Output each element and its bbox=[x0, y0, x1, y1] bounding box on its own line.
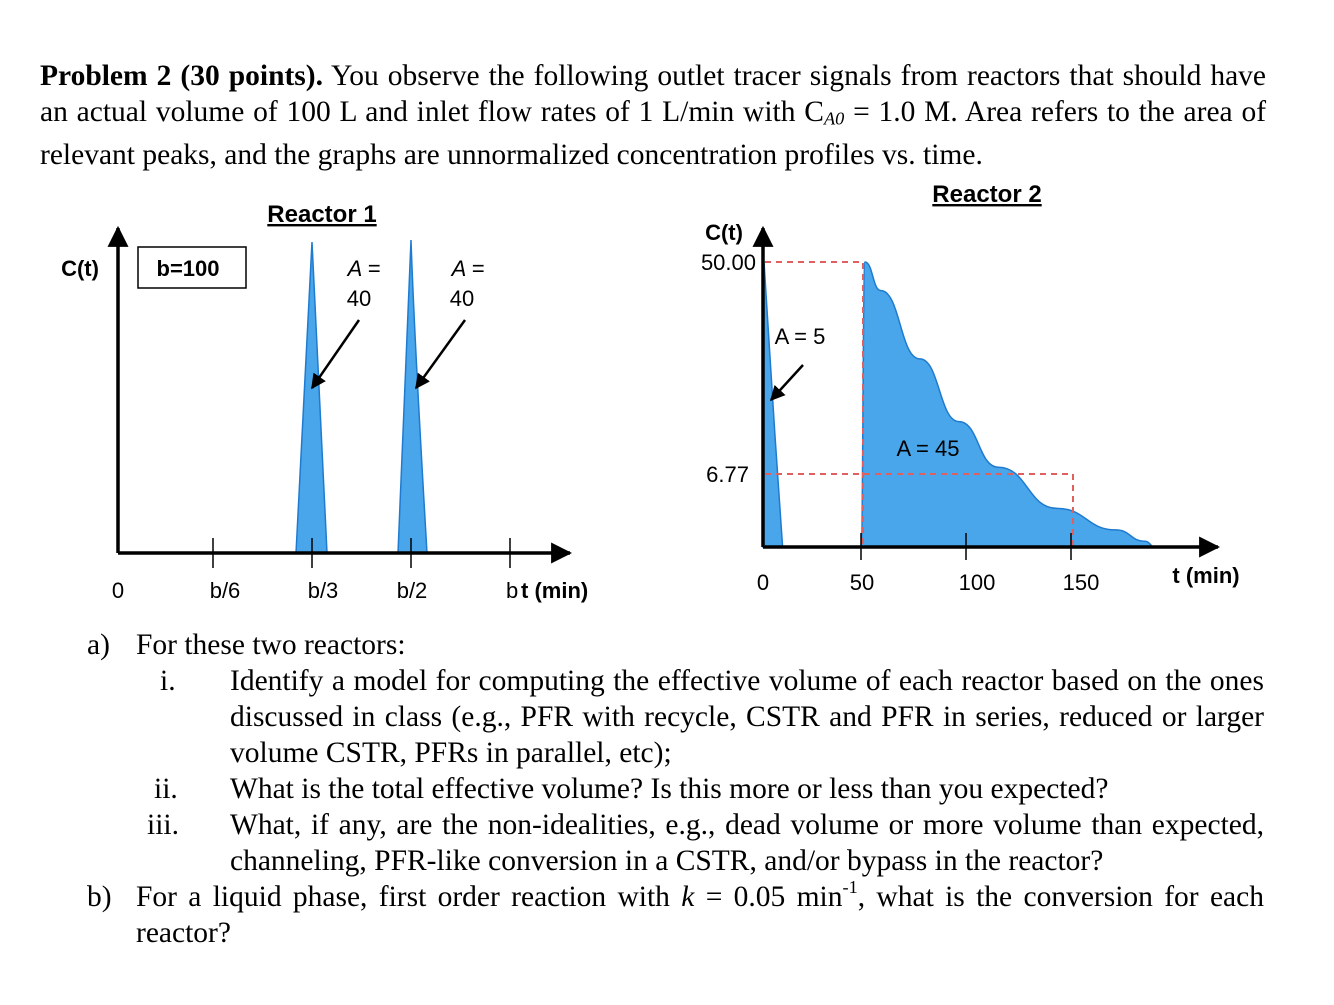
question-ii-marker: ii. bbox=[154, 773, 178, 805]
question-a-text: For these two reactors: bbox=[136, 629, 406, 661]
reactor1-tick-label: b/6 bbox=[209, 578, 241, 603]
question-b-text-1: For a liquid phase, first order reaction with bbox=[136, 881, 670, 913]
reactor2-spike-area-label: A = 5 bbox=[774, 324, 826, 349]
question-b-marker: b) bbox=[87, 881, 112, 913]
reactor1-b-label: b=100 bbox=[156, 256, 220, 281]
reactor2-ylabel: C(t) bbox=[705, 220, 743, 245]
problem-heading: Problem 2 (30 points). bbox=[40, 60, 323, 92]
rate-constant-symbol: k bbox=[681, 881, 695, 913]
reactor1-tick-label: b/3 bbox=[307, 578, 339, 603]
question-a-marker: a) bbox=[87, 629, 110, 661]
reactor1-xlabel: t (min) bbox=[521, 578, 589, 603]
reactor2-xtick-label: 50 bbox=[849, 570, 875, 595]
reactor1-title: Reactor 1 bbox=[267, 201, 377, 228]
reactor1-tick-label: b/2 bbox=[396, 578, 428, 603]
question-i-marker: i. bbox=[160, 665, 176, 697]
question-ii-text: What is the total effective volume? Is this more or less than you expected? bbox=[230, 773, 1109, 805]
reactor2-ytick-top: 50.00 bbox=[700, 250, 756, 275]
reactor2-xtick-label: 0 bbox=[756, 570, 770, 595]
reactor1-peak2-area-value: 40 bbox=[449, 286, 475, 311]
reactor2-ytick-mid: 6.77 bbox=[706, 462, 749, 487]
question-iii-marker: iii. bbox=[147, 809, 179, 841]
question-iii-text: What, if any, are the non-idealities, e.g., dead volume or more volume than expected, channeling, PFR-like conversion in a CSTR, and/or bypass in the reactor? bbox=[230, 809, 1264, 877]
reactor1-ylabel: C(t) bbox=[61, 256, 99, 281]
problem-text-2: = 1.0 M. Area refers to the area of relevant peaks, and the graphs are unnormalized concentration profiles vs. time. bbox=[40, 96, 1267, 171]
question-i-text: Identify a model for computing the effective volume of each reactor based on the ones discussed in class (e.g., PFR with recycle, CSTR and PFR in series, reduced or larger volume CSTR, PFRs in parallel, etc); bbox=[230, 665, 1264, 769]
question-b-text-2: = 0.05 min bbox=[705, 881, 843, 913]
reactor1-peak2-area-label: A = bbox=[451, 256, 485, 281]
reactor1-peak1-area-value: 40 bbox=[346, 286, 372, 311]
question-b-text bbox=[136, 879, 1264, 951]
reactor2-title: Reactor 2 bbox=[932, 181, 1042, 208]
reactor1-peak1-area-label: A = bbox=[347, 256, 381, 281]
reactor2-xtick-label: 150 bbox=[1062, 570, 1100, 595]
reactor1-tick-label: 0 bbox=[111, 578, 125, 603]
reactor2-xlabel: t (min) bbox=[1172, 563, 1240, 588]
question-b-exponent: -1 bbox=[842, 877, 858, 898]
problem-text-1: You observe the following outlet tracer signals from reactors that should have an actual volume of 100 L and inlet flow rates of 1 L/min with C bbox=[40, 60, 1267, 128]
question-b-text-3: , what is the conversion for each reactor? bbox=[136, 881, 1264, 949]
reactor1-tick-label: b bbox=[506, 578, 519, 603]
reactor2-xtick-label: 100 bbox=[958, 570, 996, 595]
ca0-subscript: A0 bbox=[823, 108, 845, 129]
reactor2-tail-area-label: A = 45 bbox=[896, 436, 960, 461]
